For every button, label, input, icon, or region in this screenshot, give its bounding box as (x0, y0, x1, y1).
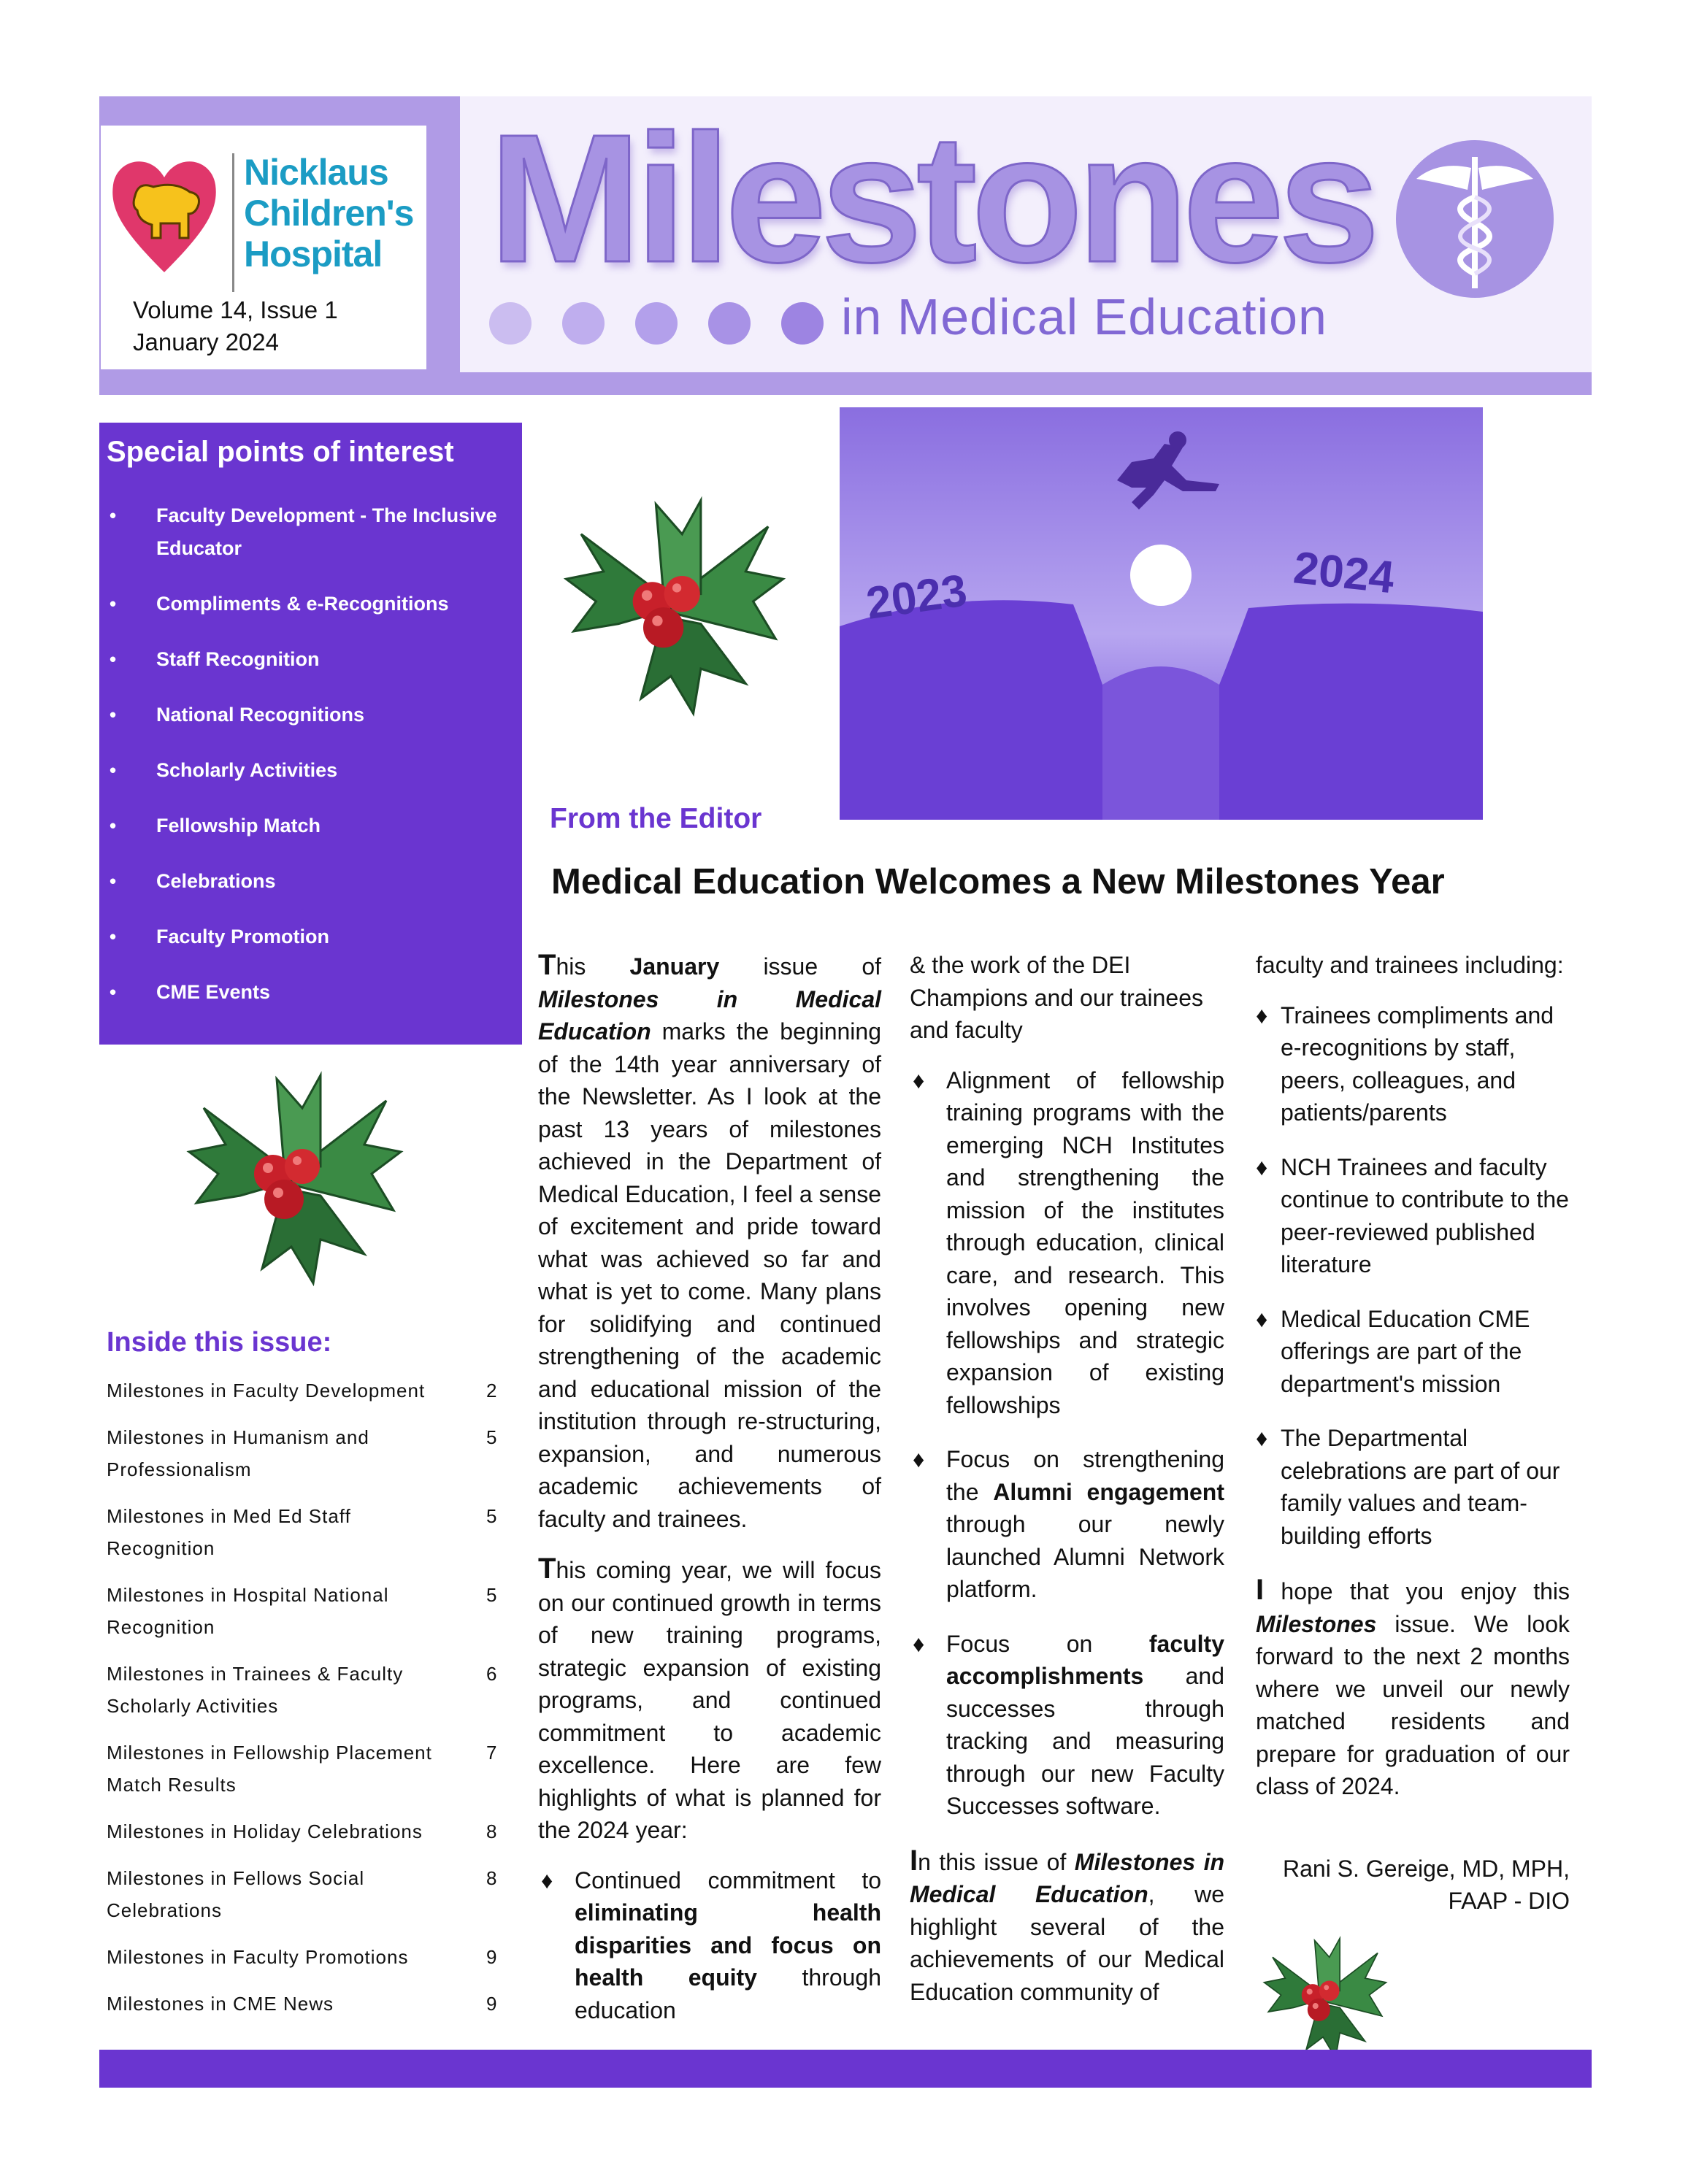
toc-row[interactable] (99, 1737, 508, 1801)
special-point-label: Scholarly Activities (156, 759, 338, 781)
toc-page-number: 5 (486, 1426, 497, 1448)
toc-page-number: 5 (486, 1584, 497, 1606)
toc-page-number: 5 (486, 1505, 497, 1527)
holly-decoration-icon (1256, 1931, 1394, 2063)
text-run: faculty and trainees including: (1256, 952, 1564, 978)
toc-label: Milestones in Humanism and Professionalism (107, 1426, 369, 1480)
toc-page-number: 2 (486, 1380, 497, 1401)
toc-label: Milestones in Trainees & Faculty Scholarly Activities (107, 1663, 404, 1717)
bullet-item (910, 1628, 1224, 1823)
toc-label: Milestones in Med Ed Staff Recognition (107, 1505, 351, 1559)
special-point-label: Compliments & e-Recognitions (156, 593, 449, 615)
bullet-item (538, 1864, 881, 2027)
holly-decoration-icon (551, 488, 798, 722)
issue-date: January 2024 (133, 328, 279, 355)
special-point-item (99, 865, 522, 898)
toc-list (99, 1374, 508, 2020)
text-run: T (538, 1553, 556, 1585)
text-run: Alumni engagement (993, 1478, 1224, 1505)
special-point-label: Fellowship Match (156, 815, 321, 837)
bullet-icon: • (110, 981, 117, 1003)
text-run: T (538, 949, 556, 981)
cliff-left (840, 600, 1102, 820)
paragraph (1256, 1574, 1570, 1803)
text-run: The Departmental celebrations are part of our family values and team-building efforts (1281, 1425, 1560, 1549)
sun (1130, 545, 1192, 606)
heart-bear-logo-icon (110, 152, 219, 276)
toc-page-number: 8 (486, 1820, 497, 1842)
toc-page-number: 9 (486, 1993, 497, 2015)
text-run: his (556, 953, 630, 980)
text-run: through our newly launched Alumni Network platform. (946, 1511, 1224, 1602)
article-column-2 (910, 949, 1224, 2026)
section-label: From the Editor (550, 803, 762, 834)
title-banner (460, 96, 1592, 372)
footer-bar (99, 2050, 1592, 2088)
toc-heading: Inside this issue: (107, 1327, 332, 1358)
newsletter-title: Milestones (489, 96, 1374, 300)
paragraph (910, 1845, 1224, 2009)
bullet-icon: • (110, 648, 117, 670)
text-run: NCH Trainees and faculty continue to contribute to the peer-reviewed published literature (1281, 1153, 1569, 1277)
newsletter-subtitle: in Medical Education (841, 288, 1327, 345)
hospital-logo-box (101, 126, 426, 369)
special-point-item (99, 920, 522, 953)
toc-label: Milestones in Holiday Celebrations (107, 1820, 423, 1842)
caduceus-icon (1394, 139, 1555, 299)
special-point-item (99, 810, 522, 842)
diamond-bullet-icon: ♦ (1256, 1153, 1268, 1180)
text-run: Medical Education CME offerings are part of the department's mission (1281, 1305, 1530, 1397)
text-run: hope that you enjoy this (1264, 1578, 1570, 1604)
bullet-item (1256, 1151, 1570, 1281)
paragraph (538, 949, 881, 1535)
special-point-item (99, 643, 522, 676)
text-run: Focus on strengthening the (946, 1446, 1224, 1505)
bullet-icon: • (110, 759, 117, 781)
toc-page-number: 8 (486, 1867, 497, 1889)
special-point-item (99, 976, 522, 1009)
special-point-label: National Recognitions (156, 704, 365, 726)
diamond-bullet-icon: ♦ (1256, 1425, 1268, 1451)
editor-signature: Rani S. Gereige, MD, MPH, FAAP - DIO (1283, 1856, 1570, 1914)
text-run: through education (575, 1964, 881, 2023)
toc-label: Milestones in Faculty Development (107, 1380, 426, 1401)
paragraph (1256, 949, 1570, 982)
text-run: faculty accomplishments (946, 1630, 1224, 1689)
decor-dot (781, 302, 824, 345)
text-run: issue. We look forward to the next 2 months where we unveil our newly matched residents and prepare for graduation of our class of 2024. (1256, 1610, 1570, 1799)
bullet-icon: • (110, 815, 117, 837)
bullet-item (910, 1064, 1224, 1422)
inside-this-issue (99, 1327, 508, 2034)
logo-line: Hospital (244, 234, 383, 274)
special-points-panel (99, 423, 522, 1045)
text-run: I (910, 1844, 918, 1877)
text-run: Alignment of fellowship training programs with the emerging NCH Institutes and strengthening the mission of the institutes through education, clinical care, and research. This involves opening new fellowships and strategic expansion of existing fellowships (946, 1066, 1224, 1418)
paragraph (910, 949, 1224, 1047)
toc-row[interactable] (99, 1988, 508, 2020)
diamond-bullet-icon: ♦ (913, 1630, 925, 1657)
text-run: marks the beginning of the 14th year anniversary of the Newsletter. As I look at the past 13 years of milestones achieved in the Department of Medical Education, I feel a sense of excitement and pride toward what was achieved so far and what is yet to come. Many plans for solidifying and continued strengthening of the academic and educational mission of the institution through re-structuring, expansion, and numerous academic achievements of faculty and trainees. (538, 1018, 881, 1532)
toc-row[interactable] (99, 1374, 508, 1407)
article-column-3 (1256, 949, 1570, 1820)
special-point-label: Celebrations (156, 870, 276, 892)
special-point-label: CME Events (156, 981, 271, 1003)
text-run: and successes through tracking and measuring through our new Faculty Successes software. (946, 1663, 1224, 1819)
text-run: Milestones in Medical Education (538, 985, 881, 1045)
diamond-bullet-icon: ♦ (1256, 1305, 1268, 1332)
new-year-jump-image (840, 407, 1483, 820)
logo-line: Children's (244, 193, 414, 234)
special-point-label: Faculty Development - The Inclusive Educator (156, 504, 497, 559)
bullet-item (1256, 1303, 1570, 1401)
bullet-item (1256, 1422, 1570, 1552)
bullet-icon: • (110, 504, 117, 526)
text-run: Milestones in Medical Education (910, 1848, 1225, 1907)
special-point-item (99, 588, 522, 620)
toc-row[interactable] (99, 1421, 508, 1485)
cliff-right (1219, 604, 1483, 820)
text-run: & the work of the DEI Champions and our trainees and faculty (910, 952, 1204, 1043)
volume-issue: Volume 14, Issue 1 (133, 296, 338, 323)
diamond-bullet-icon: ♦ (913, 1446, 925, 1472)
toc-row[interactable] (99, 1815, 508, 1847)
text-run: eliminating health disparities and focus on health equity (575, 1899, 881, 1991)
paragraph (538, 1553, 881, 1847)
toc-page-number: 6 (486, 1663, 497, 1685)
logo-line: Nicklaus (244, 152, 388, 193)
decor-dot (708, 302, 751, 345)
text-run: Focus on (946, 1630, 1149, 1657)
special-points-list (99, 499, 522, 1031)
year-2024: 2024 (1291, 542, 1397, 604)
bullet-item (1256, 999, 1570, 1129)
special-points-heading: Special points of interest (107, 436, 454, 468)
diamond-bullet-icon: ♦ (1256, 1001, 1268, 1028)
text-run: Milestones (1256, 1610, 1377, 1637)
bullet-icon: • (110, 870, 117, 892)
special-point-item (99, 499, 522, 565)
masthead (99, 96, 1592, 395)
decor-dot (635, 302, 678, 345)
text-run: Continued commitment to (575, 1866, 881, 1893)
text-run: , we highlight several of the achievements of our Medical Education community of (910, 1881, 1224, 2005)
bullet-item (910, 1443, 1224, 1606)
toc-label: Milestones in CME News (107, 1993, 334, 2015)
hospital-name (244, 152, 413, 274)
special-point-label: Staff Recognition (156, 648, 320, 670)
toc-page-number: 7 (486, 1742, 497, 1764)
toc-row[interactable] (99, 1862, 508, 1926)
special-point-item (99, 699, 522, 731)
decor-dot (562, 302, 605, 345)
text-run: issue of (719, 953, 882, 980)
bullet-icon: • (110, 926, 117, 947)
special-point-label: Faculty Promotion (156, 926, 330, 947)
diamond-bullet-icon: ♦ (541, 1866, 553, 1893)
year-2023: 2023 (863, 565, 970, 629)
text-run: his coming year, we will focus on our continued growth in terms of new training programs, strategic expansion of existing programs, and continued commitment to academic excellence. Here are few highlights of what is planned for the 2024 year: (538, 1557, 881, 1843)
toc-row[interactable] (99, 1500, 508, 1564)
toc-label: Milestones in Faculty Promotions (107, 1946, 409, 1968)
toc-label: Milestones in Fellowship Placement Match Results (107, 1742, 432, 1796)
special-point-item (99, 754, 522, 787)
toc-label: Milestones in Fellows Social Celebrations (107, 1867, 365, 1921)
holly-decoration-icon (174, 1064, 415, 1291)
bullet-icon: • (110, 593, 117, 615)
text-run: I (1256, 1574, 1265, 1606)
toc-label: Milestones in Hospital National Recognition (107, 1584, 389, 1638)
toc-row[interactable] (99, 1579, 508, 1643)
toc-row[interactable] (99, 1941, 508, 1973)
logo-divider (232, 153, 234, 292)
toc-page-number: 9 (486, 1946, 497, 1968)
diamond-bullet-icon: ♦ (913, 1066, 925, 1093)
article-headline: Medical Education Welcomes a New Milestones Year (551, 862, 1445, 901)
article-column-1 (538, 949, 881, 2048)
decor-dot (489, 302, 532, 345)
toc-row[interactable] (99, 1658, 508, 1722)
text-run: January (629, 953, 720, 980)
bullet-icon: • (110, 704, 117, 726)
text-run: Trainees compliments and e-recognitions by staff, peers, colleagues, and patients/parents (1281, 1001, 1554, 1126)
text-run: n this issue of (918, 1848, 1075, 1875)
